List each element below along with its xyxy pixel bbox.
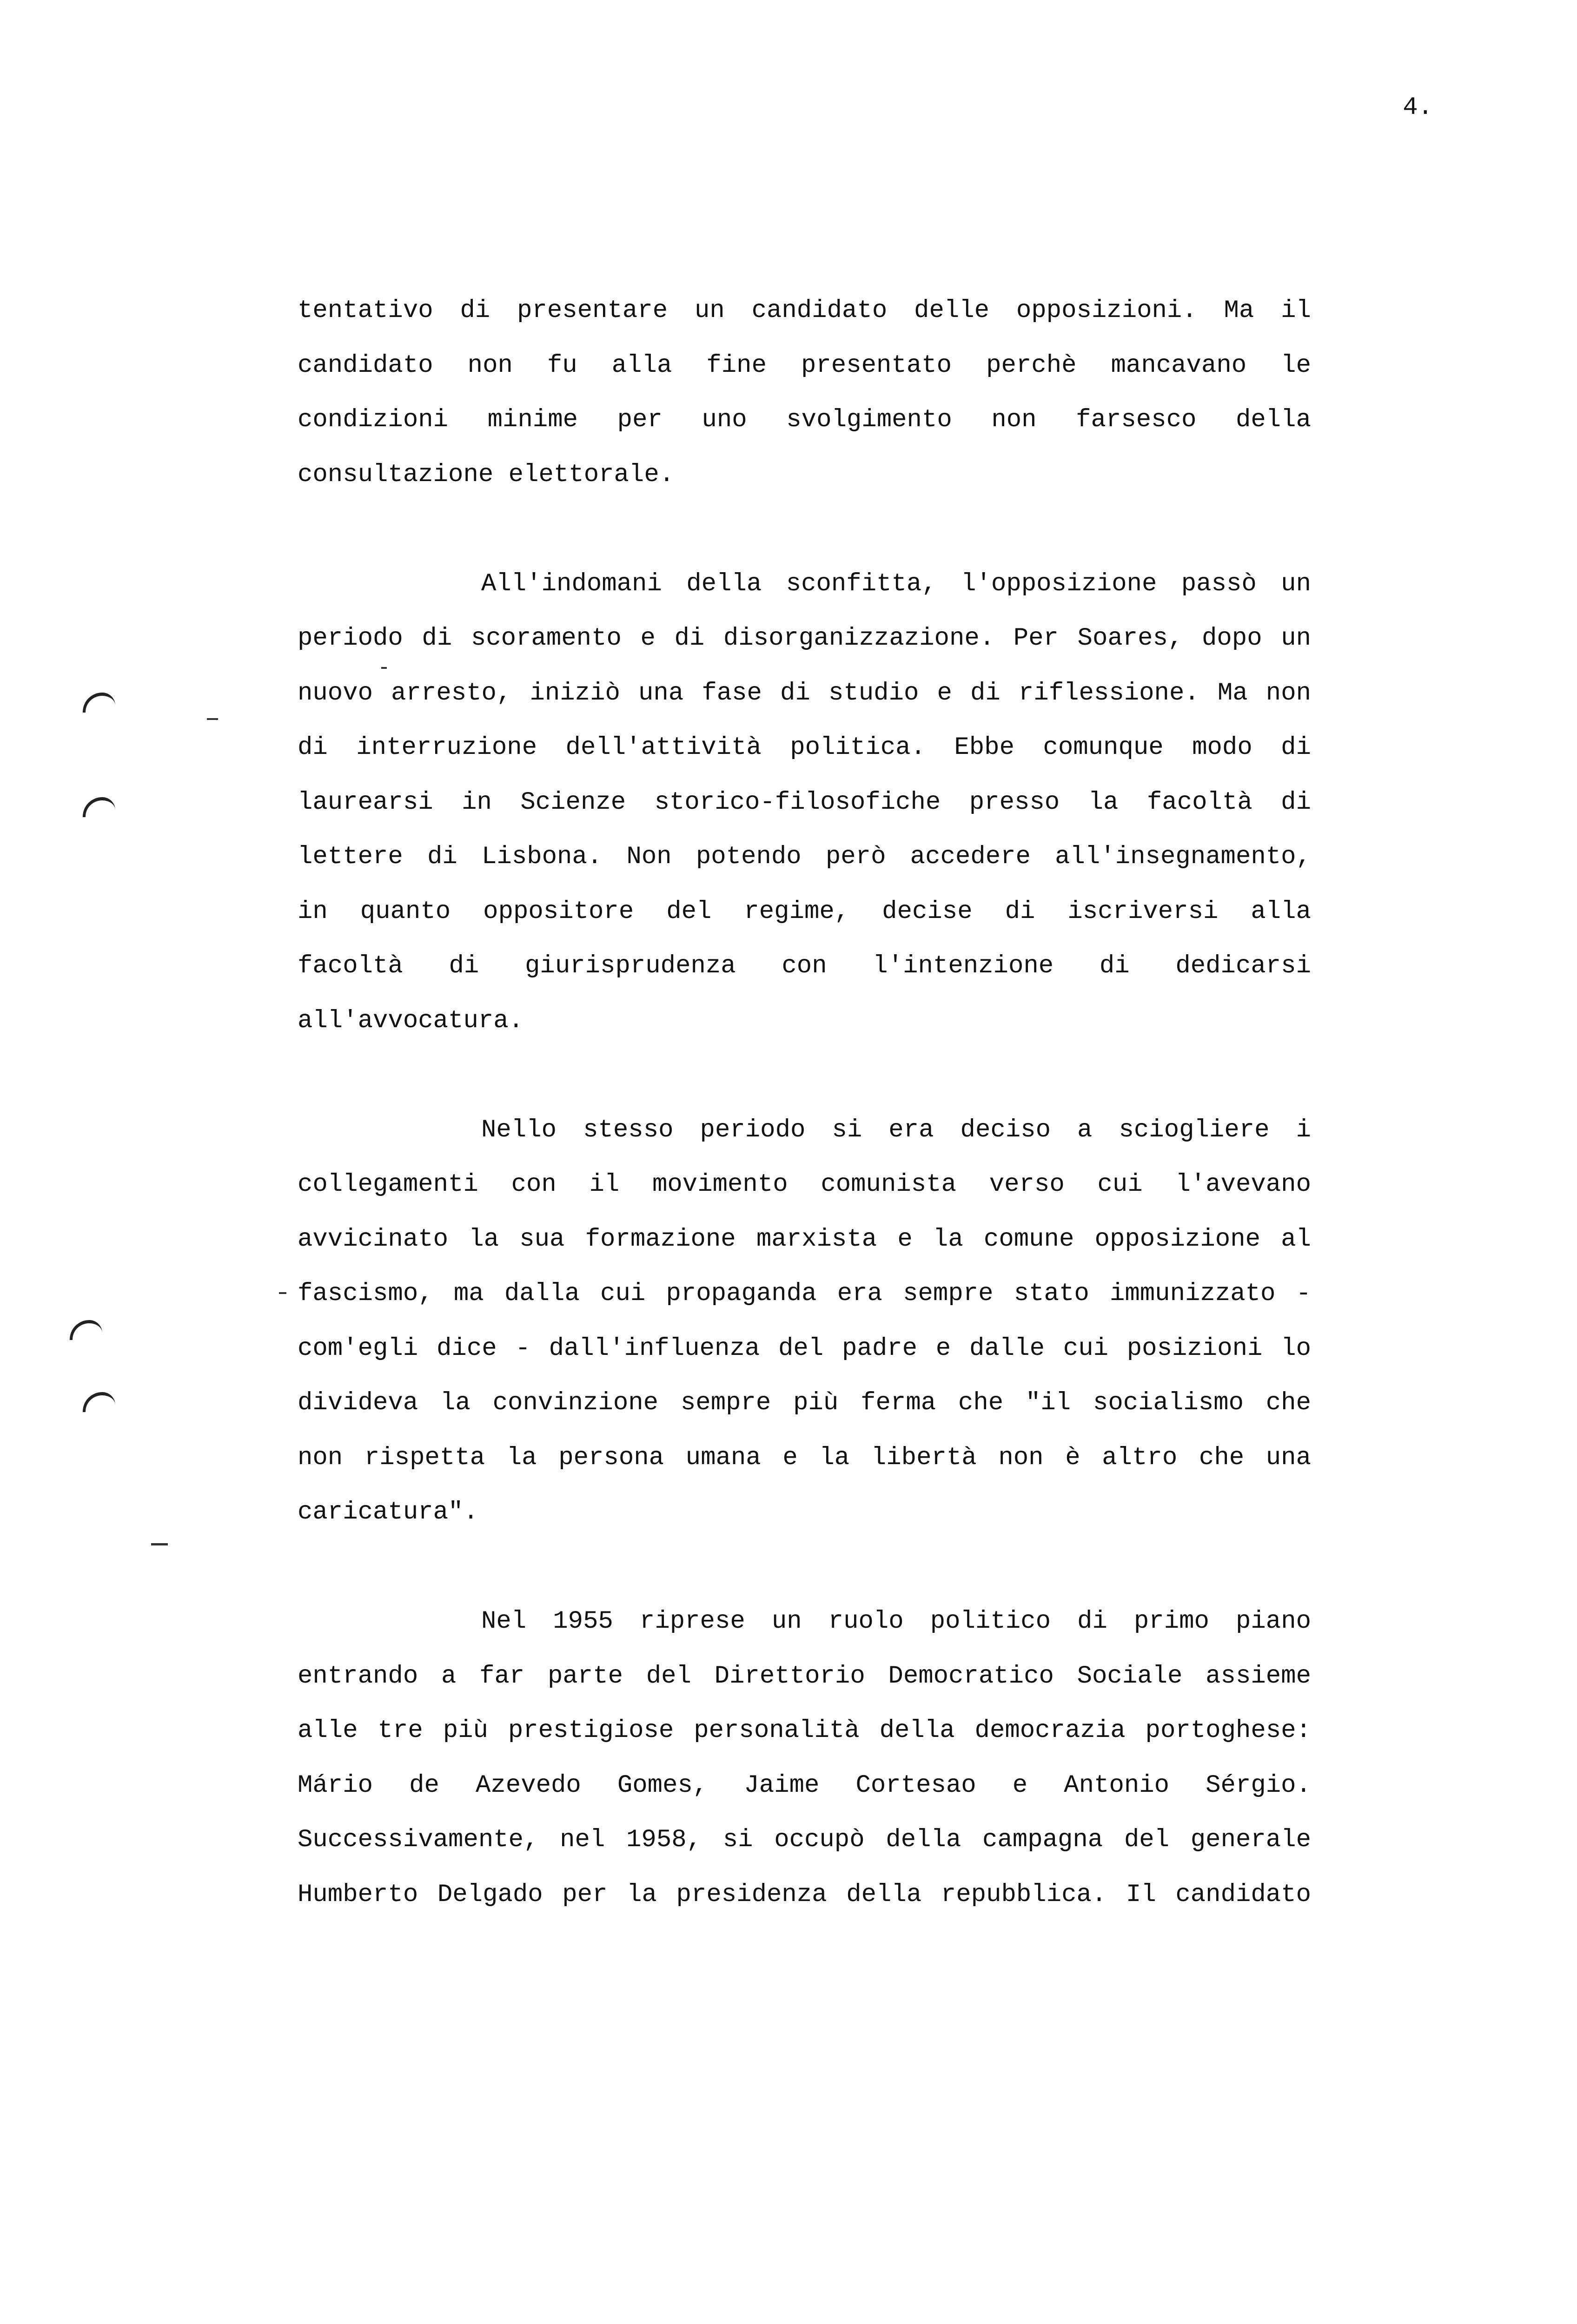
paragraph-4-line-4: Mário de Azevedo Gomes, Jaime Cortesao e Antonio Sérgio. (298, 1771, 1311, 1800)
paragraph-3-line-1: Nello stesso periodo si era deciso a sciogliere i (481, 1116, 1311, 1144)
paragraph-1-line-1: tentativo di presentare un candidato delle opposizioni. Ma il (298, 297, 1311, 325)
paragraph-3-line-5: com'egli dice - dall'influenza del padre e dalle cui posizioni lo (298, 1334, 1311, 1363)
paragraph-2-line-4: di interruzione dell'attività politica. Ebbe comunque modo di (298, 733, 1311, 762)
paragraph-2-line-5: laurearsi in Scienze storico-filosofiche presso la facoltà di (298, 788, 1311, 817)
paragraph-2-line-2: periodo di scoramento e di disorganizzazione. Per Soares, dopo un (298, 624, 1311, 653)
scan-speck (151, 1543, 168, 1545)
binder-hole-mark (83, 797, 115, 817)
scan-speck (381, 667, 387, 669)
page-number: 4. (1403, 93, 1433, 122)
paragraph-2-line-9: all'avvocatura. (298, 1006, 524, 1035)
paragraph-3-line-8: caricatura". (298, 1498, 478, 1526)
paragraph-3-line-7: non rispetta la persona umana e la libertà non è altro che una (298, 1443, 1311, 1472)
paragraph-4-line-2: entrando a far parte del Direttorio Democratico Sociale assieme (298, 1662, 1311, 1690)
binder-hole-mark (83, 693, 115, 713)
paragraph-2-line-1: All'indomani della sconfitta, l'opposizione passò un (481, 569, 1311, 598)
paragraph-2-line-3: nuovo arresto, iniziò una fase di studio e di riflessione. Ma non (298, 679, 1311, 707)
paragraph-3-line-6: divideva la convinzione sempre più ferma che "il socialismo che (298, 1389, 1311, 1417)
paragraph-4-line-1: Nel 1955 riprese un ruolo politico di primo piano (481, 1607, 1311, 1636)
binder-hole-mark (70, 1320, 102, 1340)
paragraph-3-line-4: fascismo, ma dalla cui propaganda era sempre stato immunizzato - (298, 1280, 1311, 1308)
scan-speck (207, 718, 218, 720)
paragraph-2-line-6: lettere di Lisbona. Non potendo però accedere all'insegnamento, (298, 843, 1311, 871)
scan-speck (279, 1292, 286, 1294)
paragraph-1-line-4: consultazione elettorale. (298, 460, 675, 489)
paragraph-1-line-2: candidato non fu alla fine presentato perchè mancavano le (298, 351, 1311, 380)
paragraph-2-line-8: facoltà di giurisprudenza con l'intenzione di dedicarsi (298, 952, 1311, 980)
binder-hole-mark (83, 1392, 115, 1412)
paragraph-4-line-3: alle tre più prestigiose personalità della democrazia portoghese: (298, 1717, 1311, 1745)
paragraph-4-line-5: Successivamente, nel 1958, si occupò della campagna del generale (298, 1826, 1311, 1854)
paragraph-4-line-6: Humberto Delgado per la presidenza della repubblica. Il candidato (298, 1880, 1311, 1909)
paragraph-1-line-3: condizioni minime per uno svolgimento non farsesco della (298, 406, 1311, 434)
paragraph-3-line-2: collegamenti con il movimento comunista verso cui l'avevano (298, 1170, 1311, 1199)
paragraph-3-line-3: avvicinato la sua formazione marxista e la comune opposizione al (298, 1225, 1311, 1254)
document-body (298, 284, 1311, 1922)
paragraph-2-line-7: in quanto oppositore del regime, decise di iscriversi alla (298, 897, 1311, 926)
